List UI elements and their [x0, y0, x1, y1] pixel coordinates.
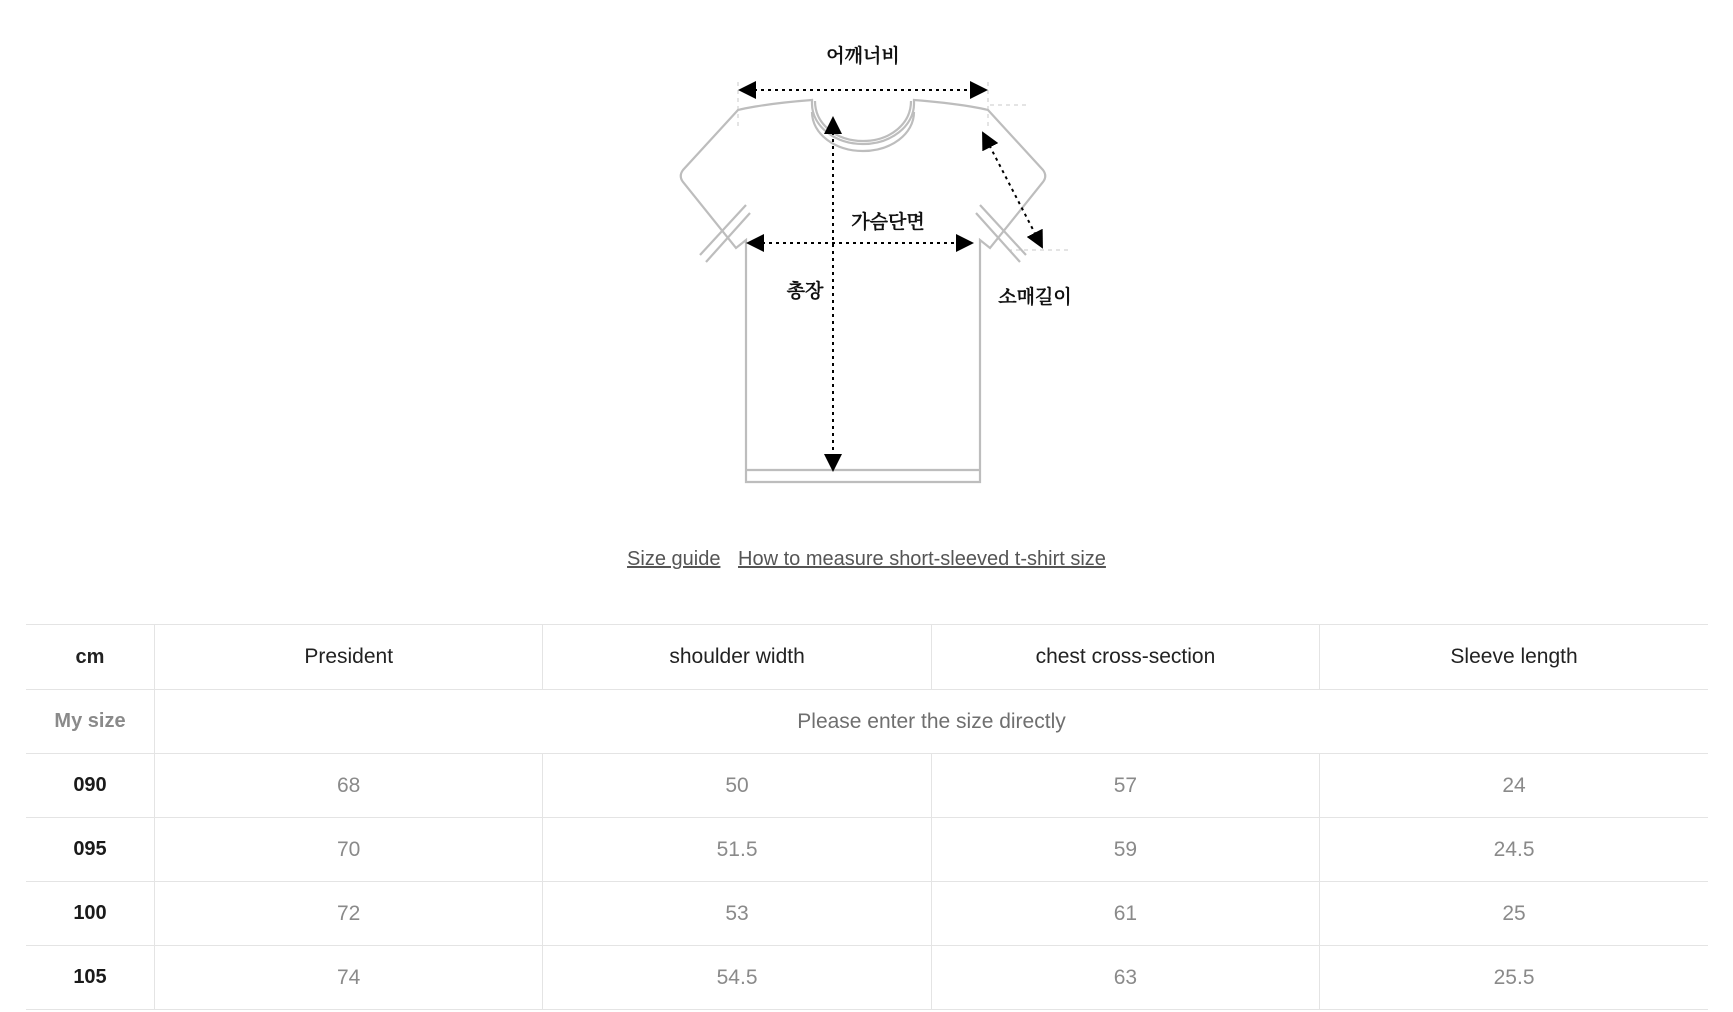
tshirt-outline	[681, 100, 1046, 482]
my-size-input-cell[interactable]: Please enter the size directly	[155, 690, 1709, 754]
guide-links	[0, 548, 1733, 571]
cell-president: 70	[155, 818, 543, 882]
cell-sleeve-length: 25	[1320, 882, 1708, 946]
size-table	[26, 624, 1708, 1010]
table-header-row	[26, 625, 1708, 690]
size-code: 100	[26, 882, 155, 946]
header-president: President	[155, 625, 543, 690]
cell-shoulder-width: 51.5	[543, 818, 931, 882]
header-shoulder-width: shoulder width	[543, 625, 931, 690]
cell-shoulder-width: 53	[543, 882, 931, 946]
cell-president: 72	[155, 882, 543, 946]
cell-shoulder-width: 54.5	[543, 946, 931, 1010]
cell-chest-cross-section: 63	[931, 946, 1319, 1010]
tshirt-measurement-diagram	[0, 0, 1733, 500]
size-code: 095	[26, 818, 155, 882]
table-row	[26, 818, 1708, 882]
size-table-head	[26, 625, 1708, 690]
cell-sleeve-length: 25.5	[1320, 946, 1708, 1010]
cell-chest-cross-section: 61	[931, 882, 1319, 946]
cell-chest-cross-section: 57	[931, 754, 1319, 818]
label-chest-cross-section: 가슴단면	[851, 212, 925, 233]
cell-sleeve-length: 24.5	[1320, 818, 1708, 882]
table-row	[26, 882, 1708, 946]
my-size-label: My size	[26, 690, 155, 754]
size-code: 105	[26, 946, 155, 1010]
size-guide-link[interactable]: Size guide	[627, 548, 721, 570]
cell-president: 68	[155, 754, 543, 818]
label-total-length: 총장	[786, 281, 824, 302]
tshirt-diagram-svg	[0, 0, 1733, 500]
cell-shoulder-width: 50	[543, 754, 931, 818]
table-row	[26, 946, 1708, 1010]
table-row	[26, 754, 1708, 818]
size-code: 090	[26, 754, 155, 818]
header-chest-cross-section: chest cross-section	[931, 625, 1319, 690]
cell-sleeve-length: 24	[1320, 754, 1708, 818]
cell-president: 74	[155, 946, 543, 1010]
how-to-measure-link[interactable]: How to measure short-sleeved t-shirt size	[738, 548, 1106, 570]
header-unit: cm	[26, 625, 155, 690]
header-sleeve-length: Sleeve length	[1320, 625, 1708, 690]
label-sleeve-length: 소매길이	[998, 287, 1072, 308]
cell-chest-cross-section: 59	[931, 818, 1319, 882]
size-table-body	[26, 690, 1708, 1010]
my-size-row	[26, 690, 1708, 754]
label-shoulder-width: 어깨너비	[826, 46, 900, 67]
